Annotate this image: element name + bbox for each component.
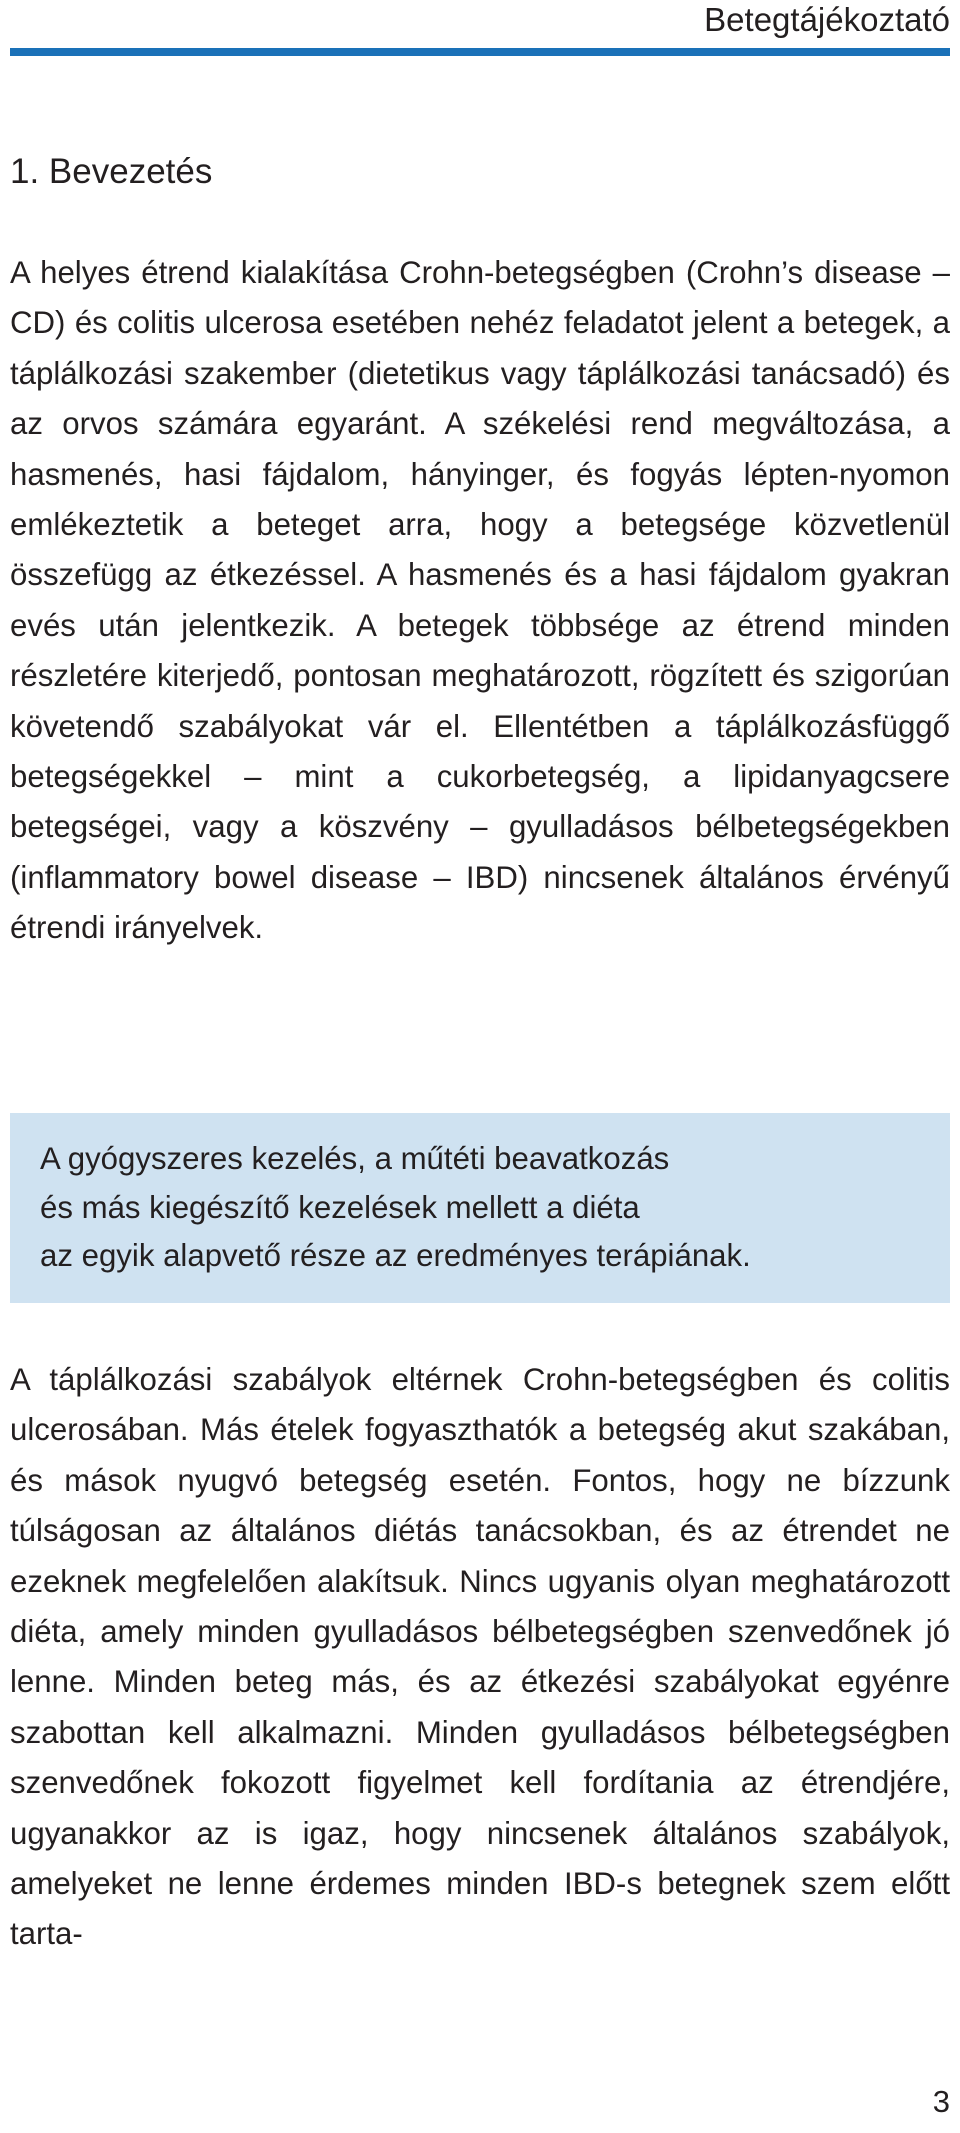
header-rule	[10, 48, 950, 56]
highlight-box	[10, 1113, 950, 1303]
running-header: Betegtájékoztató	[704, 1, 950, 38]
section-title: 1. Bevezetés	[10, 152, 213, 191]
rules-paragraph: A táplálkozási szabályok eltérnek Crohn-betegségben és colitis ulcerosában. Más ételek fogyaszthatók a betegség akut szakában, és mások nyugvó betegség esetén. Fontos, hogy ne bízzunk túlságosan az általános diétás tanácsokban, és az étrendet ne ezeknek megfelelően alakítsuk. Nincs ugyanis olyan meghatározott diéta, amely minden gyulladásos bélbetegségben szenvedőnek jó lenne. Minden beteg más, és az étkezési szabályokat egyénre szabottan kell alkalmazni. Minden gyulladásos bélbetegségben szenvedőnek fokozott figyelmet kell fordítania az étrendjére, ugyanakkor az is igaz, hogy nincsenek általános szabályok, amelyeket ne lenne érdemes minden IBD-s betegnek szem előtt tarta-	[10, 1362, 950, 1952]
highlight-text: A gyógyszeres kezelés, a műtéti beavatkozás és más kiegészítő kezelések mellett a diéta az egyik alapvető része az eredményes terápiának.	[40, 1141, 751, 1273]
intro-paragraph: A helyes étrend kialakítása Crohn-betegségben (Crohn’s disease – CD) és colitis ulcerosa esetében nehéz feladatot jelent a betegek, a táplálkozási szakember (dietetikus vagy táplálkozási tanácsadó) és az orvos számára egyaránt. A székelési rend megváltozása, a hasmenés, hasi fájdalom, hányinger, és fogyás lépten-nyomon emlékeztetik a beteget arra, hogy a betegsége közvetlenül összefügg az étkezéssel. A hasmenés és a hasi fájdalom gyakran evés után jelentkezik. A betegek többsége az étrend minden részletére kiterjedő, pontosan meghatározott, rögzített és szigorúan követendő szabályokat vár el. Ellentétben a táplálkozásfüggő betegségekkel – mint a cukorbetegség, a lipidanyagcsere betegségei, vagy a köszvény – gyulladásos bélbetegségekben (inflammatory bowel disease – IBD) nincsenek általános érvényű étrendi irányelvek.	[10, 255, 950, 946]
page-number: 3	[932, 2084, 950, 2119]
